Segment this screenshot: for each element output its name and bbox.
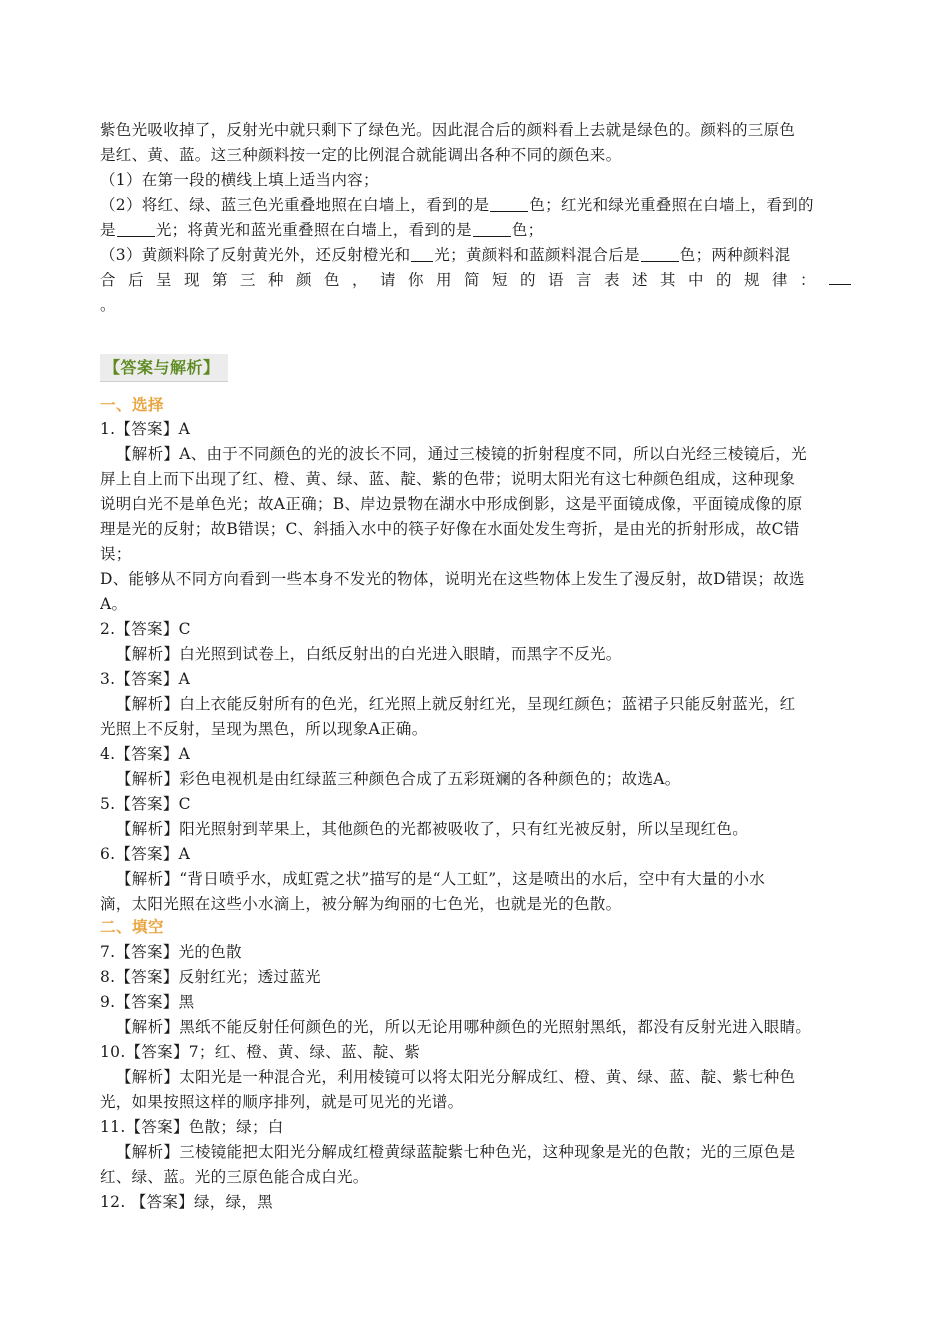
explanation-line: 【解析】太阳光是一种混合光，利用棱镜可以将太阳光分解成红、橙、黄、绿、蓝、靛、紫七种色 (116, 1068, 796, 1086)
question-line-7 (100, 268, 852, 293)
question-block (100, 118, 852, 318)
explanation-line: 【解析】白上衣能反射所有的色光，红光照上就反射红光，呈现红颜色；蓝裙子只能反射蓝光，红 (116, 695, 796, 713)
explanation-line: D、能够从不同方向看到一些本身不发光的物体，说明光在这些物体上发生了漫反射，故D错误；故选 (100, 570, 805, 588)
question-line-1: 紫色光吸收掉了，反射光中就只剩下了绿色光。因此混合后的颜料看上去就是绿色的。颜料的三原色 (100, 121, 796, 139)
explanation-line: 【解析】白光照到试卷上，白纸反射出的白光进入眼睛，而黑字不反光。 (116, 645, 622, 663)
char: 呈 (156, 271, 172, 289)
char: 表 (604, 271, 620, 289)
char: 律 (772, 271, 788, 289)
char: 规 (744, 271, 760, 289)
answer-line: 11.【答案】色散；绿；白 (100, 1118, 284, 1136)
question-line-4 (100, 193, 852, 218)
explanation-line: 【解析】黑纸不能反射任何颜色的光，所以无论用哪种颜色的光照射黑纸，都没有反射光进入眼睛。 (116, 1018, 812, 1036)
char: 述 (632, 271, 648, 289)
char: 你 (408, 271, 424, 289)
char: 其 (660, 271, 676, 289)
explanation-line: 理是光的反射；故B错误；C、斜插入水中的筷子好像在水面处发生弯折，是由光的折射形成，故C错 (100, 520, 800, 538)
explanation-line: 误； (100, 545, 132, 563)
explanation-line: 【解析】阳光照射到苹果上，其他颜色的光都被吸收了，只有红光被反射，所以呈现红色。 (116, 820, 749, 838)
answer-line: 3.【答案】A (100, 670, 191, 688)
char: 短 (492, 271, 508, 289)
question-text: 色； (511, 221, 544, 239)
char: 色 (324, 271, 340, 289)
explanation-line: 光，如果按照这样的顺序排列，就是可见光的光谱。 (100, 1093, 464, 1111)
explanation-line: 滴，太阳光照在这些小水滴上，被分解为绚丽的七色光，也就是光的色散。 (100, 895, 622, 913)
fill-blank (641, 245, 679, 262)
question-text: （3）黄颜料除了反射黄光外，还反射橙光和 (100, 246, 411, 264)
char: 现 (184, 271, 200, 289)
char: 第 (212, 271, 228, 289)
question-line-5 (100, 218, 852, 243)
question-text: 是 (100, 221, 116, 239)
char: 请 (380, 271, 396, 289)
char: 颜 (296, 271, 312, 289)
explanation-line: 【解析】A、由于不同颜色的光的波长不同，通过三棱镜的折射程度不同，所以白光经三棱镜后，光 (116, 445, 807, 463)
char: 合 (100, 271, 116, 289)
char: 后 (128, 271, 144, 289)
answer-line: 10.【答案】7；红、橙、黄、绿、蓝、靛、紫 (100, 1043, 421, 1061)
question-line-8: 。 (100, 296, 116, 314)
answer-line: 1.【答案】A (100, 420, 191, 438)
answer-line: 8.【答案】反射红光；透过蓝光 (100, 968, 321, 986)
answer-line: 5.【答案】C (100, 795, 191, 813)
question-line-6 (100, 243, 852, 268)
explanation-line: 【解析】“背日喷乎水，成虹霓之状”描写的是“人工虹”，这是喷出的水后，空中有大量的小水 (116, 870, 766, 888)
answer-line: 2.【答案】C (100, 620, 191, 638)
char: 言 (576, 271, 592, 289)
char: ： (800, 271, 816, 289)
fill-blank (829, 268, 851, 285)
answers-fill (100, 940, 852, 1215)
explanation-line: 屏上自上而下出现了红、橙、黄、绿、蓝、靛、紫的色带；说明太阳光有这七种颜色组成，这种现象 (100, 470, 796, 488)
char: 三 (240, 271, 256, 289)
explanation-line: 光照上不反射，呈现为黑色，所以现象A正确。 (100, 720, 428, 738)
explanation-line: 说明白光不是单色光；故A正确；B、岸边景物在湖水中形成倒影，这是平面镜成像，平面镜成像的原 (100, 495, 803, 513)
char: ， (352, 271, 368, 289)
answer-line: 7.【答案】光的色散 (100, 943, 242, 961)
char: 的 (520, 271, 536, 289)
answer-line: 9.【答案】黑 (100, 993, 195, 1011)
answer-header: 【答案与解析】 (104, 358, 220, 377)
answer-line: 4.【答案】A (100, 745, 191, 763)
question-line-2: 是红、黄、蓝。这三种颜料按一定的比例混合就能调出各种不同的颜色来。 (100, 146, 622, 164)
fill-blank (490, 195, 528, 212)
question-text: 光；将黄光和蓝光重叠照在白墙上，看到的是 (155, 221, 472, 239)
char: 的 (716, 271, 732, 289)
question-line-3: （1）在第一段的横线上填上适当内容； (100, 171, 379, 189)
char: 种 (268, 271, 284, 289)
char: 用 (436, 271, 452, 289)
fill-blank (411, 245, 433, 262)
fill-blank (117, 220, 155, 237)
question-text: （2）将红、绿、蓝三色光重叠地照在白墙上，看到的是 (100, 196, 490, 214)
explanation-line: 【解析】三棱镜能把太阳光分解成红橙黄绿蓝靛紫七种色光，这种现象是光的色散；光的三原色是 (116, 1143, 796, 1161)
section-heading-fill: 二、填空 (100, 918, 165, 936)
explanation-line: 红、绿、蓝。光的三原色能合成白光。 (100, 1168, 369, 1186)
answers-choice (100, 417, 852, 917)
char: 简 (464, 271, 480, 289)
explanation-line: 【解析】彩色电视机是由红绿蓝三种颜色合成了五彩斑斓的各种颜色的；故选A。 (116, 770, 681, 788)
question-text: 光；黄颜料和蓝颜料混合后是 (434, 246, 640, 264)
answer-line: 12. 【答案】绿，绿，黑 (100, 1193, 273, 1211)
explanation-line: A。 (100, 595, 128, 613)
fill-blank (473, 220, 511, 237)
question-text: 色；红光和绿光重叠照在白墙上，看到的 (529, 196, 814, 214)
answer-line: 6.【答案】A (100, 845, 191, 863)
char: 语 (548, 271, 564, 289)
question-text: 色；两种颜料混 (679, 246, 791, 264)
section-heading-choice: 一、选择 (100, 396, 165, 414)
char: 中 (688, 271, 704, 289)
